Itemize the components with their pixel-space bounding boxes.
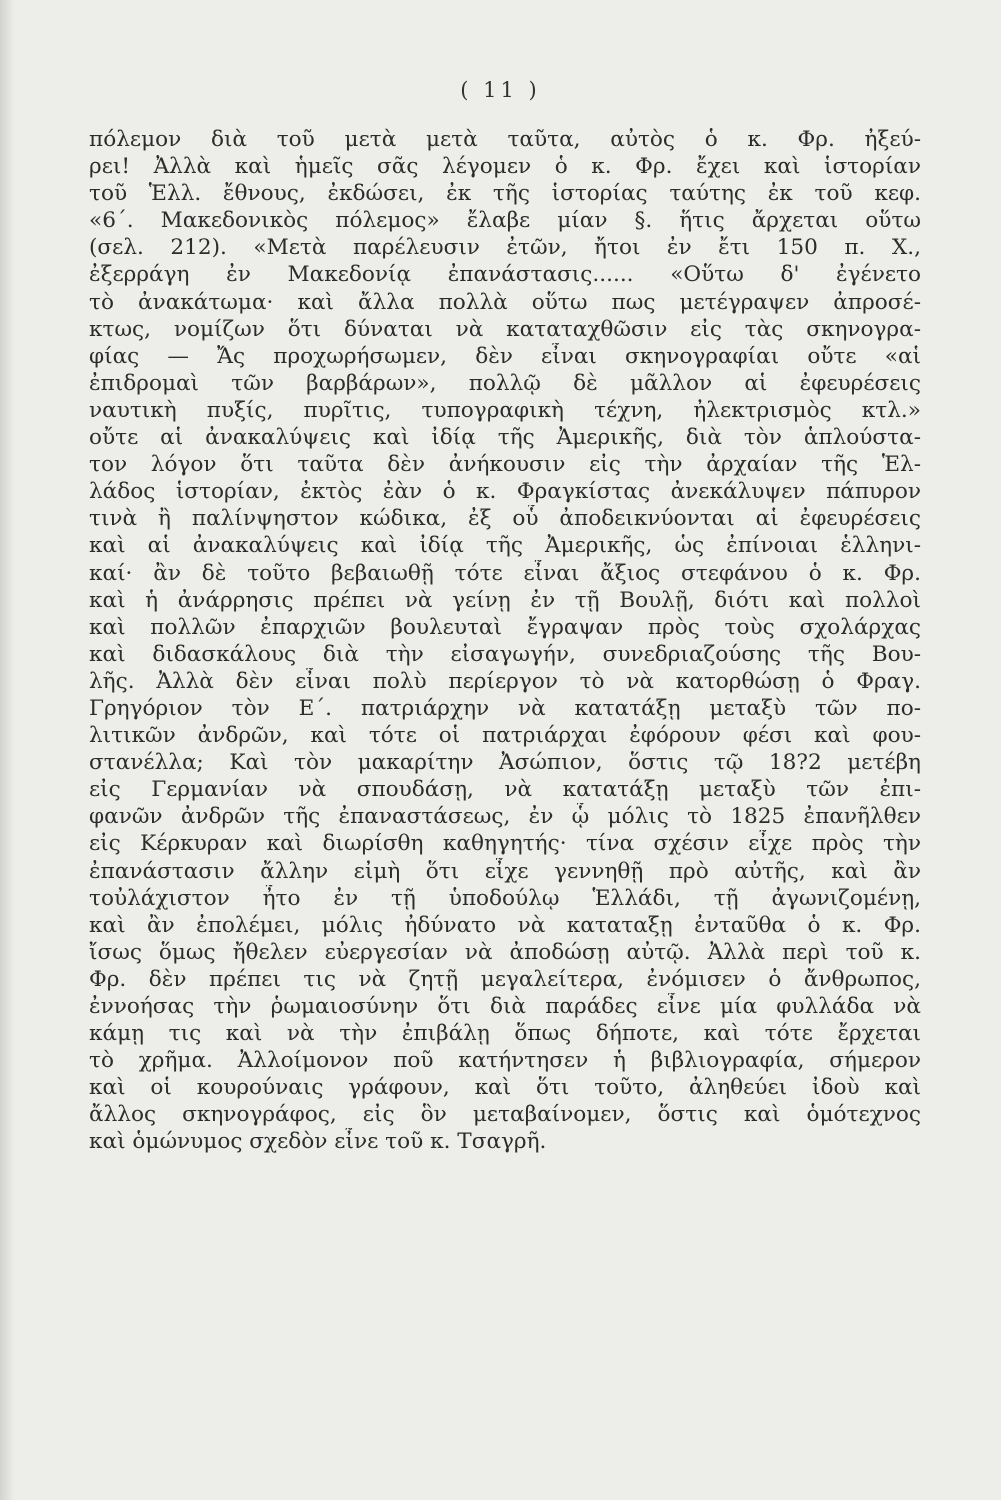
text-line: τὸ χρῆμα. Ἀλλοίμονον ποῦ κατήντησεν ἡ βιβλιογραφία, σήμερον [89, 1048, 921, 1074]
text-line: καὶ οἱ κουρούναις γράφουν, καὶ ὅτι τοῦτο, ἀληθεύει ἰδοὺ καὶ [89, 1075, 921, 1101]
text-line: καὶ ὁμώνυμος σχεδὸν εἶνε τοῦ κ. Τσαγρῆ. [89, 1129, 547, 1155]
text-line: ναυτικὴ πυξίς, πυρῖτις, τυπογραφικὴ τέχνη, ἠλεκτρισμὸς κτλ.» [89, 397, 921, 423]
text-line: εἰς Κέρκυραν καὶ διωρίσθη καθηγητής· τίνα σχέσιν εἶχε πρὸς τὴν [89, 831, 921, 857]
text-line: καί· ἂν δὲ τοῦτο βεβαιωθῇ τότε εἶναι ἄξιος στεφάνου ὁ κ. Φρ. [89, 560, 921, 586]
text-line: Γρηγόριον τὸν Ε΄. πατριάρχην νὰ κατατάξῃ μεταξὺ τῶν πο- [89, 695, 921, 721]
text-line: καὶ διδασκάλους διὰ τὴν εἰσαγωγήν, συνεδριαζούσης τῆς Βου- [89, 641, 921, 667]
text-line: κτως, νομίζων ὅτι δύναται νὰ καταταχθῶσιν εἰς τὰς σκηνογρα- [89, 316, 921, 342]
text-line: οὔτε αἱ ἀνακαλύψεις καὶ ἰδίᾳ τῆς Ἀμερικῆς, διὰ τὸν ἁπλούστα- [89, 425, 921, 451]
text-line: ρει! Ἀλλὰ καὶ ἡμεῖς σᾶς λέγομεν ὁ κ. Φρ. ἔχει καὶ ἱστορίαν [89, 154, 921, 180]
text-line: τινὰ ἢ παλίνψηστον κώδικα, ἐξ οὗ ἀποδεικνύονται αἱ ἐφευρέσεις [89, 506, 921, 532]
text-line: εἰς Γερμανίαν νὰ σπουδάσῃ, νὰ κατατάξῃ μεταξὺ τῶν ἐπι- [89, 777, 921, 803]
text-line: τοῦ Ἑλλ. ἔθνους, ἐκδώσει, ἐκ τῆς ἱστορίας ταύτης ἐκ τοῦ κεφ. [89, 181, 921, 207]
text-line: καὶ πολλῶν ἐπαρχιῶν βουλευταὶ ἔγραψαν πρὸς τοὺς σχολάρχας [89, 614, 921, 640]
text-line: λῆς. Ἀλλὰ δὲν εἶναι πολὺ περίεργον τὸ νὰ κατορθώσῃ ὁ Φραγ. [89, 668, 921, 694]
text-line: ἴσως ὅμως ἤθελεν εὐεργεσίαν νὰ ἀποδώσῃ αὐτῷ. Ἀλλὰ περὶ τοῦ κ. [89, 939, 921, 965]
body-text [89, 126, 921, 1156]
text-line: τον λόγον ὅτι ταῦτα δὲν ἀνήκουσιν εἰς τὴν ἀρχαίαν τῆς Ἑλ- [89, 452, 921, 478]
text-line: τοὐλάχιστον ἦτο ἐν τῇ ὑποδούλῳ Ἑλλάδι, τῇ ἀγωνιζομένῃ, [89, 885, 921, 911]
text-line: ἐπιδρομαὶ τῶν βαρβάρων», πολλῷ δὲ μᾶλλον αἱ ἐφευρέσεις [89, 370, 921, 396]
text-line: φίας — Ἄς προχωρήσωμεν, δὲν εἶναι σκηνογραφίαι οὔτε «αἱ [89, 343, 921, 369]
page-number: ( 11 ) [460, 78, 541, 102]
text-line: στανέλλα; Καὶ τὸν μακαρίτην Ἀσώπιον, ὅστις τῷ 18?2 μετέβη [89, 750, 921, 776]
text-line: ἐξερράγη ἐν Μακεδονίᾳ ἐπανάστασις...... «Οὕτω δ' ἐγένετο [89, 262, 921, 288]
text-line: καὶ ἡ ἀνάρρησις πρέπει νὰ γείνῃ ἐν τῇ Βουλῇ, διότι καὶ πολλοὶ [89, 587, 921, 613]
text-line: ἐννοήσας τὴν ῥωμαιοσύνην ὅτι διὰ παράδες εἶνε μία φυλλάδα νὰ [89, 994, 921, 1019]
text-line: (σελ. 212). «Μετὰ παρέλευσιν ἐτῶν, ἤτοι ἐν ἔτι 150 π. Χ., [89, 235, 921, 261]
text-line: λάδος ἱστορίαν, ἐκτὸς ἐὰν ὁ κ. Φραγκίστας ἀνεκάλυψεν πάπυρον [89, 479, 921, 505]
text-line: καὶ ἂν ἐπολέμει, μόλις ἠδύνατο νὰ καταταξῃ ἐνταῦθα ὁ κ. Φρ. [89, 912, 921, 938]
text-line: φανῶν ἀνδρῶν τῆς ἐπαναστάσεως, ἐν ᾧ μόλις τὸ 1825 ἐπανῆλθεν [89, 804, 921, 830]
text-line: τὸ ἀνακάτωμα· καὶ ἄλλα πολλὰ οὕτω πως μετέγραψεν ἀπροσέ- [89, 289, 921, 315]
text-line: πόλεμον διὰ τοῦ μετὰ μετὰ ταῦτα, αὐτὸς ὁ κ. Φρ. ἠξεύ- [89, 127, 921, 152]
page-edge-shadow [0, 0, 14, 1500]
text-line: λιτικῶν ἀνδρῶν, καὶ τότε οἱ πατριάρχαι ἐφόρουν φέσι καὶ φου- [89, 723, 921, 749]
text-line: ἐπανάστασιν ἄλλην εἰμὴ ὅτι εἶχε γεννηθῇ πρὸ αὐτῆς, καὶ ἂν [89, 858, 921, 884]
text-line: κάμῃ τις καὶ νὰ τὴν ἐπιβάλῃ ὅπως δήποτε, καὶ τότε ἔρχεται [89, 1021, 921, 1047]
text-line: «6΄. Μακεδονικὸς πόλεμος» ἔλαβε μίαν §. ἥτις ἄρχεται οὕτω [89, 208, 921, 234]
text-line: Φρ. δὲν πρέπει τις νὰ ζητῇ μεγαλείτερα, ἐνόμισεν ὁ ἄνθρωπος, [89, 966, 921, 992]
text-line: ἄλλος σκηνογράφος, εἰς ὃν μεταβαίνομεν, ὅστις καὶ ὁμότεχνος [89, 1102, 921, 1128]
text-line: καὶ αἱ ἀνακαλύψεις καὶ ἰδίᾳ τῆς Ἀμερικῆς, ὡς ἐπίνοιαι ἑλληνι- [89, 533, 921, 559]
